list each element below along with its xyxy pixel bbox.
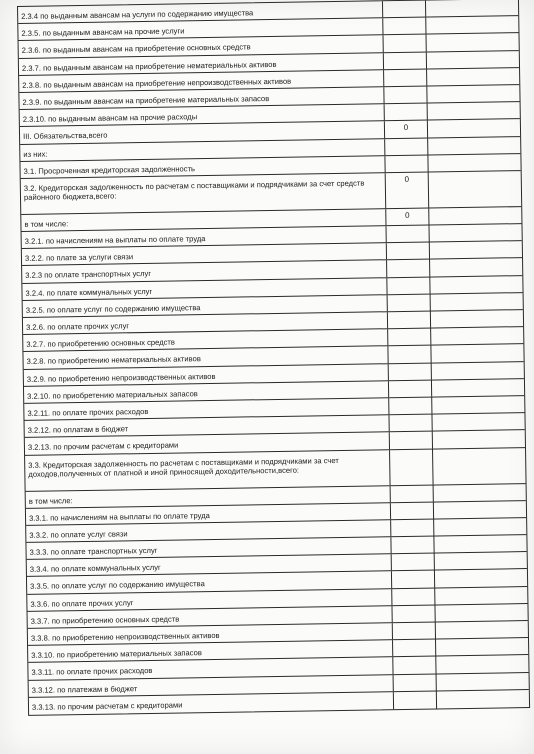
row-label: 3.2.2. по плате за услуги связи — [22, 243, 387, 265]
row-label: 2.3.5. по выданным авансам на прочие услуги — [18, 18, 383, 40]
row-label: 3.3.7. по приобретению основных средств — [28, 606, 393, 628]
row-extra-cell — [430, 259, 522, 277]
row-value — [391, 519, 434, 536]
row-value — [392, 605, 435, 622]
row-label: 2.3.10. по выданным авансам на прочие расходы — [20, 104, 385, 126]
row-label: 3.2.5. по оплате услуг по содержанию имущества — [23, 295, 388, 317]
row-value — [391, 502, 434, 519]
row-label: 3.3.13. по прочим расчетам с кредиторами — [29, 692, 394, 715]
row-value — [388, 346, 431, 363]
row-extra-cell — [433, 448, 526, 484]
row-extra-cell — [435, 604, 527, 622]
row-extra-cell — [431, 327, 523, 345]
row-value — [385, 138, 428, 155]
row-value — [388, 312, 431, 329]
row-value — [387, 277, 430, 294]
row-label: 2.3.9. по выданным авансам на приобретение материальных запасов — [19, 87, 384, 109]
row-extra-cell — [437, 690, 529, 709]
row-label: 3.3.6. по оплате прочих услуг — [27, 589, 392, 611]
row-label: 3.3.8. по приобретению непроизводственных активов — [28, 623, 393, 645]
row-value — [392, 571, 435, 588]
row-label: из них: — [20, 139, 385, 161]
row-label: 3.3.12. по платежам в бюджет — [29, 675, 394, 697]
row-extra-cell — [435, 569, 527, 587]
row-value — [391, 485, 434, 502]
row-extra-cell — [434, 518, 526, 536]
row-extra-cell — [428, 137, 520, 155]
row-label: 3.3.1. по начислениям на выплаты по оплате труда — [26, 503, 391, 525]
row-label: 3.2.9. по приобретению непроизводственных активов — [24, 364, 389, 386]
row-value: 0 — [386, 172, 430, 208]
row-extra-cell — [427, 51, 519, 69]
row-value — [392, 588, 435, 605]
row-extra-cell — [434, 501, 526, 519]
row-label: 3.2.1. по начислениям на выплаты по оплате труда — [22, 226, 387, 248]
row-label: 3.2.3 по оплате транспортных услуг — [22, 261, 387, 283]
row-value — [389, 380, 432, 397]
row-value — [394, 691, 437, 709]
row-extra-cell — [431, 293, 523, 311]
row-value — [384, 35, 427, 52]
row-extra-cell — [428, 154, 520, 172]
row-extra-cell — [434, 484, 526, 502]
row-value — [384, 52, 427, 69]
row-label: 3.3. Кредиторская задолженность по расчетам с поставщиками и подрядчиками за счет доходов,полученных от платной и иной приносящей доходительности,всего: — [25, 450, 391, 491]
row-label: 3.3.10. по приобретению материальных запасов — [28, 640, 393, 662]
row-extra-cell — [436, 621, 528, 639]
row-extra-cell — [432, 413, 524, 431]
row-value — [392, 554, 435, 571]
row-extra-cell — [427, 85, 519, 103]
row-label: 3.2. Кредиторская задолженность по расчетам с поставщиками и подрядчиками за счет средств районного бюджета,всего: — [21, 173, 387, 214]
row-extra-cell — [431, 344, 523, 362]
row-value: 0 — [385, 121, 428, 138]
row-label: 3.3.3. по оплате транспортных услуг — [26, 537, 391, 559]
row-value — [385, 155, 428, 172]
row-extra-cell — [427, 34, 519, 52]
row-extra-cell — [429, 171, 522, 207]
row-label: в том числе: — [26, 486, 391, 508]
row-extra-cell — [428, 119, 520, 137]
row-value — [389, 415, 432, 432]
row-value — [387, 260, 430, 277]
row-label: 3.2.10. по приобретению материальных запасов — [24, 381, 389, 403]
row-label: 2.3.4 по выданным авансам на услуги по содержанию имущества — [18, 1, 383, 23]
row-value — [388, 329, 431, 346]
row-extra-cell — [427, 68, 519, 86]
row-label: 3.2.13. по прочим расчетам с кредиторами — [25, 433, 390, 455]
liabilities-table — [17, 0, 530, 716]
row-label: 2.3.7. по выданным авансам на приобретение нематериальных активов — [19, 53, 384, 75]
row-value — [390, 449, 434, 485]
row-value — [390, 432, 433, 449]
row-label: 3.3.5. по оплате услуг по содержанию имущества — [27, 572, 392, 594]
row-label: III. Обязательства,всего — [20, 122, 385, 144]
row-label: 3.2.4. по плате коммунальных услуг — [22, 278, 387, 300]
row-value — [391, 537, 434, 554]
row-value — [394, 674, 437, 691]
row-value — [388, 294, 431, 311]
row-value — [385, 104, 428, 121]
row-extra-cell — [432, 362, 524, 380]
row-extra-cell — [432, 396, 524, 414]
row-value — [389, 397, 432, 414]
row-extra-cell — [435, 587, 527, 605]
row-label: 3.2.12. по оплатам в бюджет — [25, 415, 390, 437]
row-value — [384, 69, 427, 86]
row-extra-cell — [436, 655, 528, 673]
row-value — [383, 18, 426, 35]
row-extra-cell — [428, 102, 520, 120]
row-label: 3.2.7. по приобретению основных средств — [23, 329, 388, 351]
row-extra-cell — [435, 552, 527, 570]
row-label: 3.1. Просроченная кредиторская задолженность — [20, 156, 385, 178]
row-value — [389, 363, 432, 380]
row-extra-cell — [426, 0, 518, 17]
row-extra-cell — [430, 224, 522, 242]
row-value — [393, 622, 436, 639]
row-label: 3.2.11. по оплате прочих расходов — [24, 398, 389, 420]
row-extra-cell — [431, 310, 523, 328]
row-label: 3.2.8. по приобретению нематериальных активов — [23, 347, 388, 369]
row-extra-cell — [433, 430, 525, 448]
row-value — [393, 657, 436, 674]
row-value — [384, 87, 427, 104]
row-extra-cell — [430, 241, 522, 259]
row-extra-cell — [426, 16, 518, 34]
row-extra-cell — [432, 379, 524, 397]
row-extra-cell — [429, 207, 521, 225]
row-value — [393, 640, 436, 657]
row-extra-cell — [434, 535, 526, 553]
row-value — [387, 243, 430, 260]
row-value — [387, 226, 430, 243]
row-label: 3.3.2. по оплате услуг связи — [26, 520, 391, 542]
row-label: 3.2.6. по оплате прочих услуг — [23, 312, 388, 334]
row-label: 2.3.8. по выданным авансам на приобретение непроизводственных активов — [19, 70, 384, 92]
row-extra-cell — [437, 673, 529, 691]
row-label: 2.3.6. по выданным авансам на приобретение основных средств — [19, 36, 384, 58]
row-label: 3.3.11. по оплате прочих расходов — [28, 658, 393, 680]
row-label: 3.3.4. по оплате коммунальных услуг — [27, 554, 392, 576]
row-extra-cell — [436, 638, 528, 656]
row-value — [383, 1, 426, 18]
row-value: 0 — [386, 208, 429, 225]
row-label: в том числе: — [21, 209, 386, 231]
row-extra-cell — [430, 276, 522, 294]
